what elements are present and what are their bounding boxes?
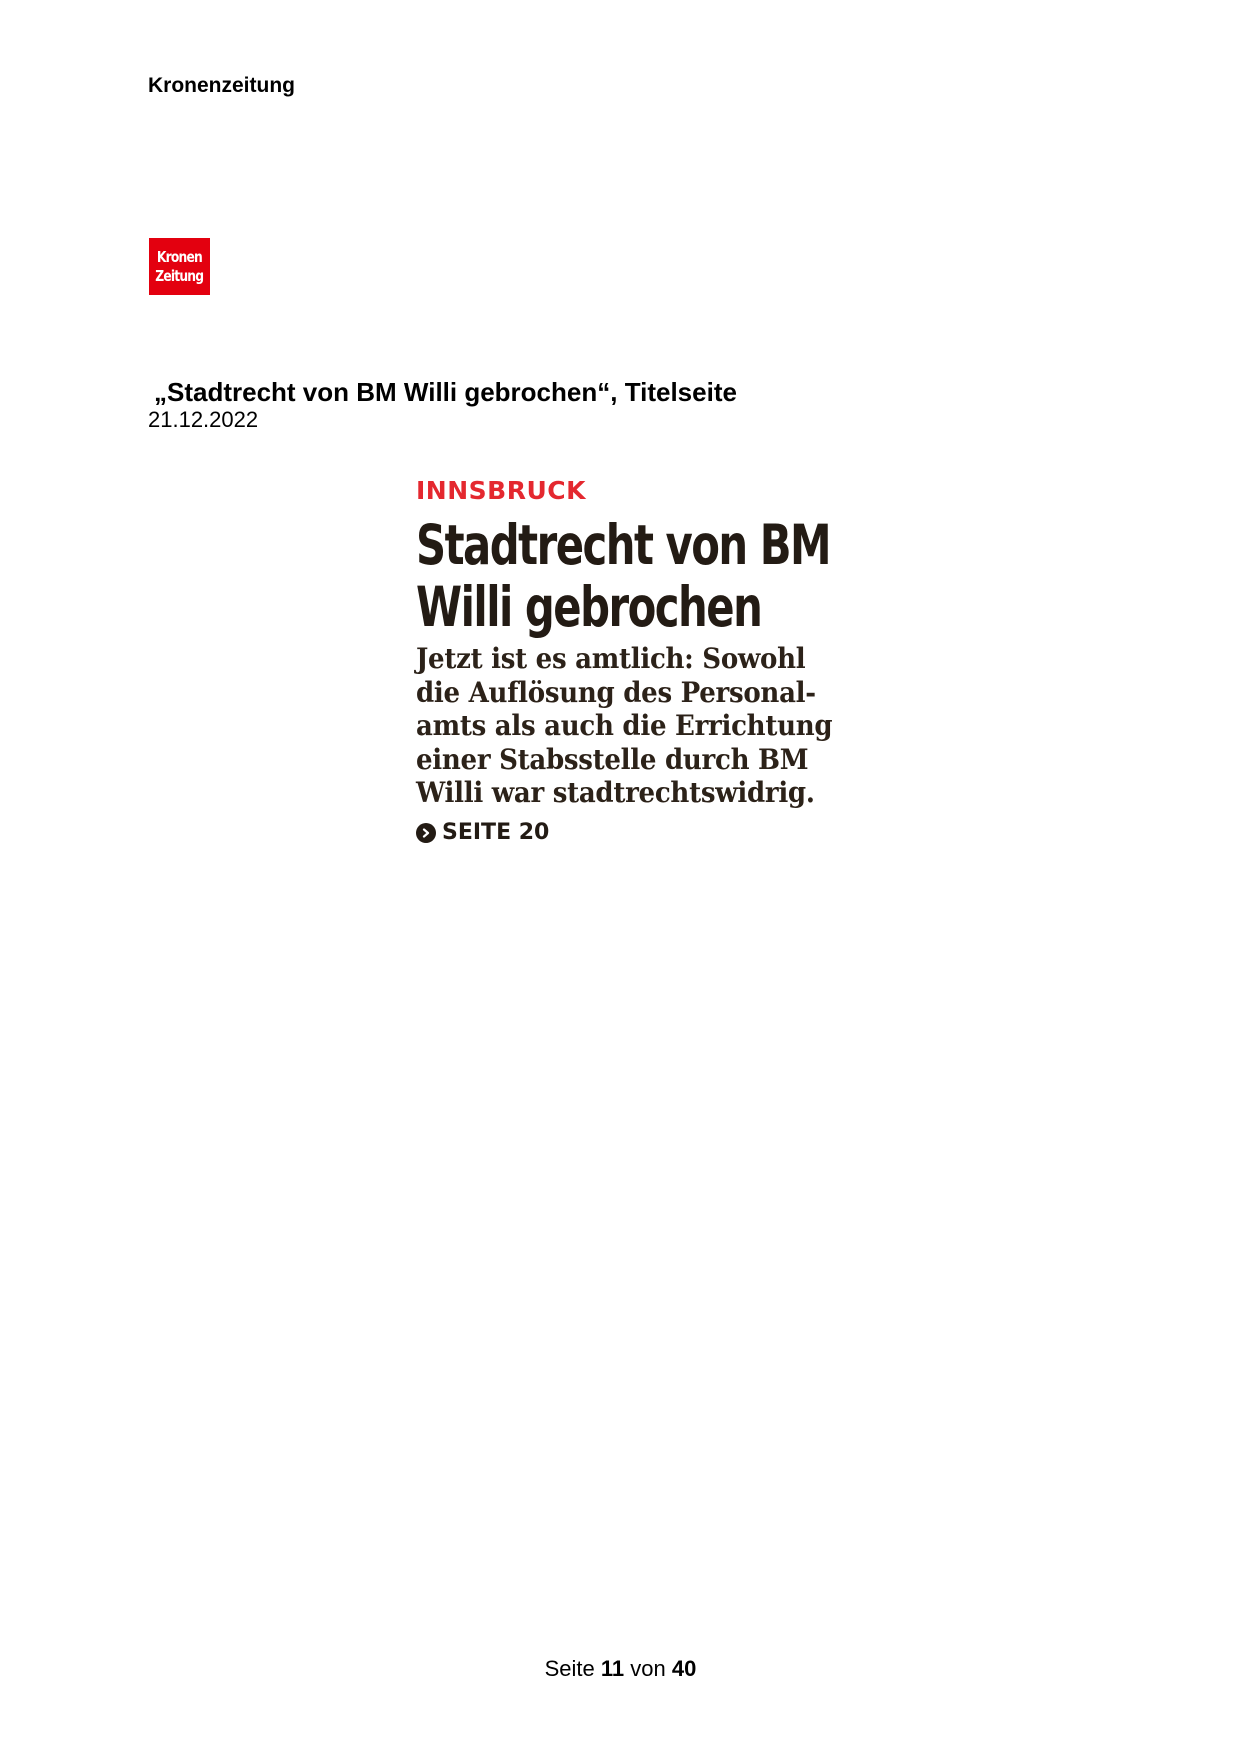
lead-line: einer Stabsstelle durch BM [416,742,809,776]
headline-line: Stadtrecht von BM [416,513,831,577]
newspaper-clipping [416,476,836,846]
footer-middle: von [630,1656,666,1681]
footer-total-pages: 40 [671,1656,697,1681]
logo-line-1: Kronen [156,247,202,266]
arrow-right-circle-icon [416,823,436,843]
clipping-headline [416,514,842,638]
footer-current-page: 11 [600,1656,625,1681]
logo-line-2: Zeitung [155,266,204,285]
clipping-lead [416,642,835,810]
kronen-zeitung-logo [149,238,210,295]
page-reference-label: SEITE 20 [442,819,550,845]
article-date: 21.12.2022 [148,407,259,432]
lead-line: Willi war stadtrechtswidrig. [416,776,815,809]
page-reference [416,820,836,846]
lead-line: die Auflösung des Personal- [416,675,816,709]
footer-prefix: Seite [544,1656,595,1681]
lead-line: amts als auch die Errichtung [416,709,833,742]
page-footer [0,1656,1241,1682]
headline-line: Willi gebrochen [416,575,762,639]
clipping-kicker: INNSBRUCK [416,476,586,505]
article-title: „Stadtrecht von BM Willi gebrochen“, Titelseite [154,377,737,407]
header-source: Kronenzeitung [148,74,295,97]
lead-line: Jetzt ist es amtlich: Sowohl [416,642,806,675]
